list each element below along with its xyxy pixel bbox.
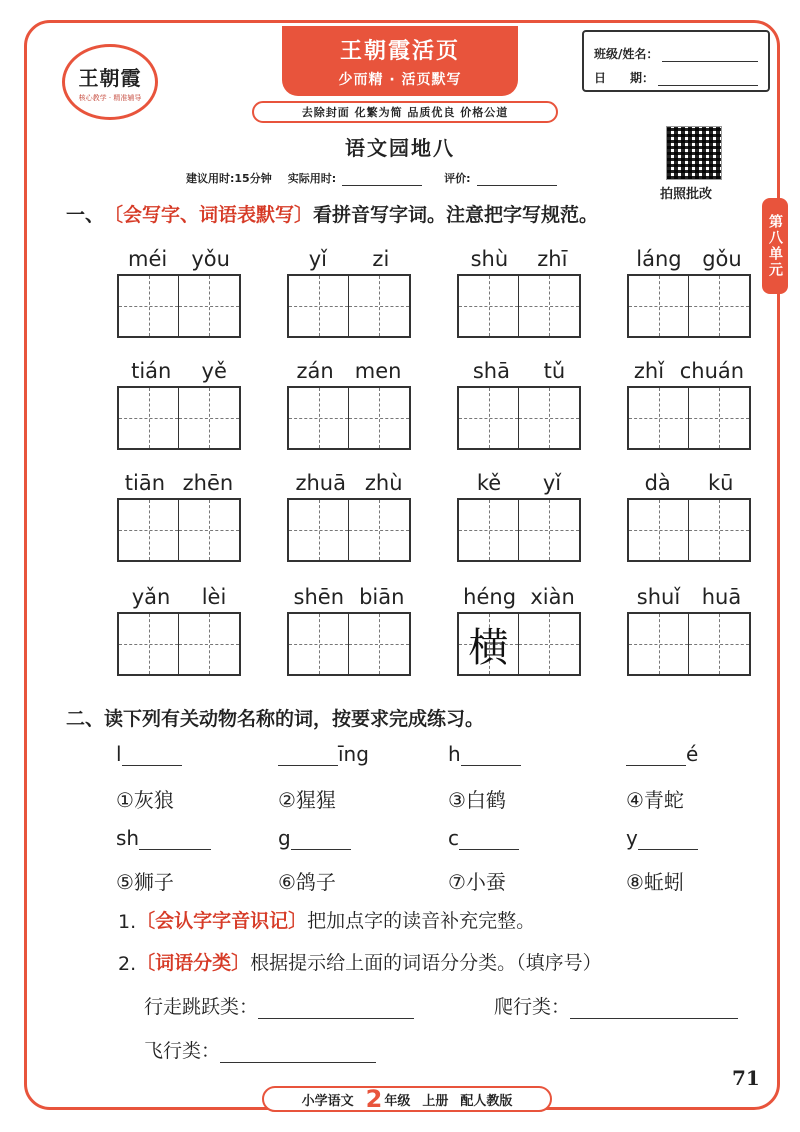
page-title: 语文园地八 bbox=[345, 136, 455, 160]
word-cell bbox=[116, 582, 242, 676]
tianzige-box[interactable] bbox=[179, 500, 239, 560]
pinyin-label bbox=[286, 356, 412, 386]
tianzige-box[interactable] bbox=[689, 276, 749, 336]
pinyin-syllable: huā bbox=[701, 585, 742, 609]
tianzige-pair bbox=[287, 274, 411, 338]
written-char bbox=[459, 388, 518, 448]
tianzige-pair bbox=[287, 386, 411, 450]
footer-subject: 小学语文 bbox=[301, 1093, 354, 1109]
date-field[interactable] bbox=[658, 72, 758, 86]
section2-heading: 二、读下列有关动物名称的词，按要求完成练习。 bbox=[66, 708, 485, 730]
question-1 bbox=[118, 906, 535, 933]
pinyin-label bbox=[626, 468, 752, 498]
pinyin-suffix: īng bbox=[338, 742, 369, 766]
pinyin-syllable: xiàn bbox=[530, 585, 575, 609]
cat1-label: 行走跳跃类： bbox=[144, 996, 259, 1018]
actual-time-field[interactable] bbox=[342, 176, 422, 186]
pinyin-prefix: y bbox=[626, 826, 638, 850]
pinyin-syllable: yě bbox=[201, 359, 227, 383]
q1-tag: 〔会认字字音识记〕 bbox=[136, 910, 308, 932]
tianzige-box[interactable] bbox=[349, 614, 409, 674]
word-cell bbox=[116, 468, 242, 562]
footer-grade: 2 bbox=[365, 1085, 383, 1113]
pinyin-prefix: h bbox=[448, 742, 461, 766]
tianzige-pair bbox=[627, 612, 751, 676]
pinyin-syllable: tǔ bbox=[543, 359, 566, 383]
tianzige-pair bbox=[627, 386, 751, 450]
written-char bbox=[119, 276, 178, 336]
suggested-time: 建议用时:15分钟 bbox=[186, 172, 272, 185]
pinyin-syllable: zhuā bbox=[295, 471, 346, 495]
written-char bbox=[179, 276, 239, 336]
word-cell bbox=[456, 468, 582, 562]
tianzige-pair bbox=[457, 386, 581, 450]
pinyin-label bbox=[626, 582, 752, 612]
pinyin-syllable: méi bbox=[128, 247, 168, 271]
slogan-bar: 去除封面 化繁为简 品质优良 价格公道 bbox=[252, 101, 558, 123]
pinyin-syllable: yǒu bbox=[191, 247, 230, 271]
pinyin-syllable: men bbox=[354, 359, 402, 383]
logo-subtext: 核心教学 · 精准辅导 bbox=[78, 93, 142, 102]
word-cell bbox=[286, 582, 412, 676]
pinyin-syllable: zi bbox=[372, 247, 390, 271]
q2-number: 2. bbox=[118, 953, 137, 975]
tianzige-pair bbox=[627, 498, 751, 562]
section1-heading bbox=[66, 200, 598, 227]
pinyin-label bbox=[286, 468, 412, 498]
animal-word: ⑥鸽子 bbox=[278, 870, 336, 894]
pinyin-fill bbox=[626, 826, 698, 850]
section1-instruction: 看拼音写字词。注意把字写规范。 bbox=[313, 204, 599, 226]
actual-time-label: 实际用时: bbox=[287, 172, 337, 185]
pinyin-prefix: c bbox=[448, 826, 459, 850]
question-2 bbox=[118, 948, 602, 975]
animal-word: ⑤狮子 bbox=[116, 870, 174, 894]
pinyin-label bbox=[456, 582, 582, 612]
word-cell bbox=[286, 244, 412, 338]
pinyin-label bbox=[456, 244, 582, 274]
cat3-answer[interactable] bbox=[220, 1043, 376, 1063]
pinyin-syllable: tián bbox=[131, 359, 172, 383]
tianzige-box[interactable] bbox=[689, 500, 749, 560]
pinyin-fill bbox=[116, 826, 211, 850]
footer-term: 上册 bbox=[422, 1093, 449, 1109]
tianzige-box[interactable] bbox=[349, 500, 409, 560]
banner-subtitle: 少而精 · 活页默写 bbox=[338, 71, 462, 88]
tianzige-box[interactable] bbox=[119, 500, 179, 560]
pinyin-syllable: kū bbox=[707, 471, 734, 495]
tianzige-box[interactable] bbox=[519, 500, 579, 560]
tianzige-box[interactable] bbox=[629, 388, 689, 448]
tianzige-pair bbox=[457, 274, 581, 338]
pinyin-fill bbox=[626, 742, 698, 766]
animal-word: ①灰狼 bbox=[116, 788, 174, 812]
tianzige-box[interactable] bbox=[459, 614, 519, 674]
pinyin-syllable: láng bbox=[636, 247, 682, 271]
pinyin-syllable: lèi bbox=[201, 585, 227, 609]
written-char bbox=[349, 276, 409, 336]
animal-word: ⑧蚯蚓 bbox=[626, 870, 684, 894]
written-char bbox=[629, 388, 688, 448]
footer-edition: 配人教版 bbox=[460, 1093, 513, 1109]
written-char bbox=[179, 388, 239, 448]
pinyin-fill bbox=[448, 826, 519, 850]
pinyin-label bbox=[116, 244, 242, 274]
tianzige-pair bbox=[457, 498, 581, 562]
tianzige-box[interactable] bbox=[689, 388, 749, 448]
pinyin-label bbox=[116, 582, 242, 612]
pinyin-syllable: shuǐ bbox=[636, 585, 681, 609]
pinyin-label bbox=[286, 582, 412, 612]
tianzige-pair bbox=[117, 274, 241, 338]
tianzige-box[interactable] bbox=[289, 500, 349, 560]
pinyin-blank[interactable] bbox=[461, 746, 521, 766]
rating-label: 评价: bbox=[444, 172, 471, 185]
word-cell bbox=[456, 356, 582, 450]
written-char bbox=[349, 614, 409, 674]
tianzige-pair bbox=[627, 274, 751, 338]
word-cell bbox=[116, 356, 242, 450]
tianzige-pair bbox=[117, 612, 241, 676]
written-char bbox=[519, 500, 579, 560]
cat3-label: 飞行类： bbox=[144, 1040, 221, 1062]
written-char bbox=[519, 276, 579, 336]
pinyin-label bbox=[116, 468, 242, 498]
written-char bbox=[289, 388, 348, 448]
section1-index: 一、 bbox=[66, 204, 105, 226]
tianzige-box[interactable] bbox=[289, 388, 349, 448]
written-char bbox=[119, 614, 178, 674]
footer-bar bbox=[262, 1086, 552, 1112]
section1-tag: 〔会写字、词语表默写〕 bbox=[104, 204, 314, 226]
pinyin-blank[interactable] bbox=[139, 830, 211, 850]
pinyin-syllable: zhī bbox=[537, 247, 568, 271]
tianzige-box[interactable] bbox=[519, 614, 579, 674]
written-char bbox=[519, 614, 579, 674]
tianzige-box[interactable] bbox=[459, 388, 519, 448]
written-char bbox=[289, 500, 348, 560]
pinyin-suffix: é bbox=[686, 742, 699, 766]
category-walk-jump bbox=[144, 992, 414, 1019]
word-cell bbox=[626, 582, 752, 676]
q1-number: 1. bbox=[118, 911, 137, 933]
tianzige-box[interactable] bbox=[179, 388, 239, 448]
student-info-box bbox=[582, 30, 770, 92]
word-cell bbox=[626, 468, 752, 562]
pinyin-syllable: zán bbox=[296, 359, 334, 383]
written-char bbox=[459, 500, 518, 560]
pinyin-syllable: shā bbox=[472, 359, 510, 383]
tianzige-box[interactable] bbox=[289, 614, 349, 674]
tianzige-box[interactable] bbox=[629, 614, 689, 674]
tianzige-pair bbox=[457, 612, 581, 676]
rating-field[interactable] bbox=[477, 176, 557, 186]
cat1-answer[interactable] bbox=[258, 999, 414, 1019]
pinyin-label bbox=[456, 356, 582, 386]
tianzige-box[interactable] bbox=[459, 276, 519, 336]
written-char bbox=[119, 500, 178, 560]
page-number: 71 bbox=[732, 1066, 760, 1090]
pinyin-syllable: gǒu bbox=[702, 247, 742, 271]
pinyin-syllable: shēn bbox=[293, 585, 345, 609]
animal-word: ②猩猩 bbox=[278, 788, 336, 812]
word-cell bbox=[626, 356, 752, 450]
word-cell bbox=[116, 244, 242, 338]
pinyin-prefix: g bbox=[278, 826, 291, 850]
pinyin-syllable: yǐ bbox=[308, 247, 327, 271]
pinyin-label bbox=[456, 468, 582, 498]
tianzige-box[interactable] bbox=[179, 276, 239, 336]
word-cell bbox=[286, 356, 412, 450]
tianzige-box[interactable] bbox=[179, 614, 239, 674]
cat2-answer[interactable] bbox=[570, 999, 738, 1019]
animal-word: ③白鹤 bbox=[448, 788, 506, 812]
pinyin-syllable: yǎn bbox=[131, 585, 171, 609]
pinyin-syllable: yǐ bbox=[542, 471, 562, 495]
date-label: 日 期： bbox=[594, 71, 655, 85]
time-row bbox=[186, 170, 557, 186]
pinyin-syllable: chuán bbox=[679, 359, 745, 383]
brand-logo bbox=[62, 44, 158, 120]
written-char: 横 bbox=[468, 624, 509, 671]
pinyin-syllable: biān bbox=[359, 585, 405, 609]
banner-title: 王朝霞活页 bbox=[339, 37, 460, 64]
tianzige-box[interactable] bbox=[519, 388, 579, 448]
pinyin-fill bbox=[116, 742, 182, 766]
written-char bbox=[289, 614, 348, 674]
tianzige-pair bbox=[287, 498, 411, 562]
written-char bbox=[289, 276, 348, 336]
word-cell bbox=[286, 468, 412, 562]
tianzige-box[interactable] bbox=[459, 500, 519, 560]
tianzige-box[interactable] bbox=[349, 388, 409, 448]
pinyin-syllable: dà bbox=[644, 471, 671, 495]
written-char bbox=[349, 388, 409, 448]
logo-text: 王朝霞 bbox=[78, 65, 142, 90]
written-char bbox=[689, 614, 749, 674]
pinyin-label bbox=[286, 244, 412, 274]
written-char bbox=[689, 500, 749, 560]
written-char bbox=[459, 276, 518, 336]
written-char bbox=[519, 388, 579, 448]
word-cell bbox=[456, 582, 582, 676]
class-name-field[interactable] bbox=[662, 48, 758, 62]
pinyin-blank[interactable] bbox=[291, 830, 351, 850]
written-char bbox=[689, 276, 749, 336]
tianzige-pair bbox=[287, 612, 411, 676]
pinyin-prefix: l bbox=[116, 742, 122, 766]
pinyin-label bbox=[116, 356, 242, 386]
pinyin-syllable: shù bbox=[470, 247, 509, 271]
animal-word: ⑦小蚕 bbox=[448, 870, 506, 894]
written-char bbox=[689, 388, 749, 448]
written-char bbox=[629, 276, 688, 336]
tianzige-box[interactable] bbox=[119, 388, 179, 448]
q2-text: 根据提示给上面的词语分分类。（填序号） bbox=[250, 952, 602, 974]
pinyin-blank[interactable] bbox=[459, 830, 519, 850]
pinyin-fill bbox=[278, 742, 369, 766]
pinyin-syllable: kě bbox=[476, 471, 502, 495]
pinyin-blank[interactable] bbox=[626, 746, 686, 766]
pinyin-prefix: sh bbox=[116, 826, 140, 850]
cat2-label: 爬行类： bbox=[494, 996, 571, 1018]
tianzige-pair bbox=[117, 386, 241, 450]
written-char bbox=[629, 500, 688, 560]
tianzige-box[interactable] bbox=[349, 276, 409, 336]
qr-code[interactable] bbox=[666, 126, 722, 180]
pinyin-label bbox=[626, 244, 752, 274]
written-char bbox=[179, 500, 239, 560]
pinyin-syllable: zhǐ bbox=[633, 359, 665, 383]
qr-label: 拍照批改 bbox=[660, 187, 713, 202]
tianzige-box[interactable] bbox=[119, 614, 179, 674]
pinyin-blank[interactable] bbox=[278, 746, 338, 766]
class-name-label: 班级/姓名： bbox=[594, 47, 659, 61]
header-banner bbox=[282, 26, 518, 96]
footer-grade-label: 年级 bbox=[384, 1094, 411, 1109]
q2-tag: 〔词语分类〕 bbox=[136, 952, 251, 974]
tianzige-box[interactable] bbox=[289, 276, 349, 336]
word-cell bbox=[456, 244, 582, 338]
tianzige-box[interactable] bbox=[689, 614, 749, 674]
pinyin-blank[interactable] bbox=[638, 830, 698, 850]
pinyin-syllable: zhù bbox=[364, 471, 403, 495]
written-char bbox=[179, 614, 239, 674]
unit-side-tab: 第八单元 bbox=[762, 198, 788, 294]
category-fly bbox=[144, 1036, 376, 1063]
tianzige-pair bbox=[117, 498, 241, 562]
animal-word: ④青蛇 bbox=[626, 788, 684, 812]
category-crawl bbox=[494, 992, 738, 1019]
tianzige-box[interactable] bbox=[629, 500, 689, 560]
pinyin-fill bbox=[448, 742, 521, 766]
q1-text: 把加点字的读音补充完整。 bbox=[307, 910, 536, 932]
pinyin-label bbox=[626, 356, 752, 386]
pinyin-syllable: héng bbox=[463, 585, 517, 609]
pinyin-syllable: tiān bbox=[124, 471, 166, 495]
tianzige-box[interactable] bbox=[629, 276, 689, 336]
written-char bbox=[119, 388, 178, 448]
written-char bbox=[349, 500, 409, 560]
pinyin-syllable: zhēn bbox=[182, 471, 234, 495]
tianzige-box[interactable] bbox=[519, 276, 579, 336]
pinyin-fill bbox=[278, 826, 351, 850]
pinyin-blank[interactable] bbox=[122, 746, 182, 766]
written-char bbox=[629, 614, 688, 674]
word-cell bbox=[626, 244, 752, 338]
tianzige-box[interactable] bbox=[119, 276, 179, 336]
